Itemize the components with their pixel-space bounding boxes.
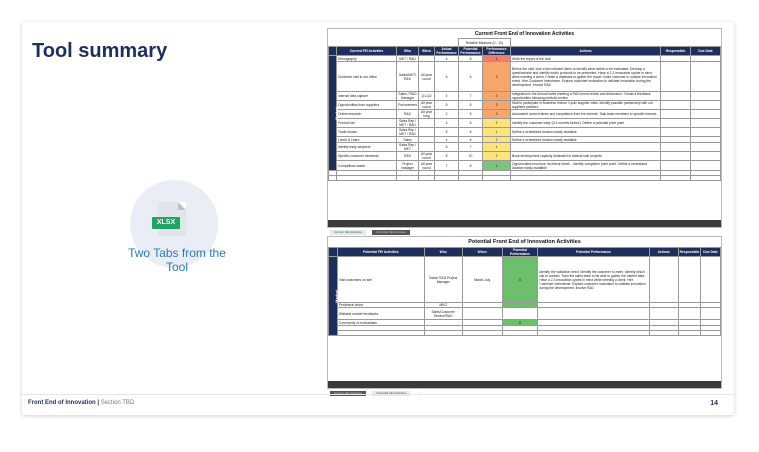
column-header[interactable]: Due Date <box>691 47 721 56</box>
when-cell[interactable] <box>419 119 435 128</box>
empty-cell[interactable] <box>483 176 511 181</box>
who-cell[interactable]: Project manager <box>397 161 419 171</box>
sheet-tab-bar <box>328 220 721 234</box>
potential-performance-detail-cell[interactable] <box>538 308 649 320</box>
actual-performance-cell[interactable]: 8 <box>435 152 459 161</box>
activity-cell[interactable]: Opportunities from suppliers <box>337 101 397 110</box>
activity-cell[interactable]: Identify early adopters <box>337 143 397 152</box>
xlsx-badge: XLSX <box>152 217 180 229</box>
due-date-cell[interactable] <box>691 110 721 119</box>
column-header[interactable]: Who <box>397 47 419 56</box>
empty-cell[interactable] <box>424 331 462 336</box>
empty-cell[interactable] <box>649 331 678 336</box>
empty-cell[interactable] <box>419 176 435 181</box>
performance-difference-cell[interactable]: 2 <box>483 152 511 161</box>
actual-performance-cell[interactable]: 4 <box>435 92 459 101</box>
when-cell[interactable] <box>419 128 435 137</box>
who-cell[interactable]: Sales/ R&D Project Manager <box>424 257 462 303</box>
activity-cell[interactable]: Lunch & Learn <box>337 137 397 143</box>
when-cell[interactable]: All year round <box>419 161 435 171</box>
who-cell[interactable]: R&D <box>397 152 419 161</box>
potential-performance-cell[interactable]: 8 <box>502 257 538 303</box>
actual-performance-cell[interactable]: 4 <box>435 137 459 143</box>
table-row <box>329 161 721 171</box>
sheet-title: Current Front End of Innovation Activities <box>474 31 575 37</box>
responsible-cell[interactable] <box>661 101 691 110</box>
actual-performance-cell[interactable]: 4 <box>435 119 459 128</box>
empty-row <box>329 331 721 336</box>
activity-cell[interactable]: Wikiable market feedbacks <box>337 308 424 320</box>
potential-performance-cell[interactable]: 8 <box>459 161 483 171</box>
column-header[interactable]: Due Date <box>700 248 720 257</box>
activity-cell[interactable]: Trade shows <box>337 128 397 137</box>
actions-cell[interactable] <box>649 257 678 303</box>
market-section-label <box>329 56 337 171</box>
column-header[interactable]: When <box>419 47 435 56</box>
empty-cell[interactable] <box>337 176 397 181</box>
potential-performance-cell[interactable] <box>502 308 538 320</box>
add-sheet-icon[interactable]: + <box>417 390 420 395</box>
empty-cell[interactable] <box>700 331 720 336</box>
who-cell[interactable]: Sales/Customer Service/R&D <box>424 308 462 320</box>
when-cell[interactable]: All year round <box>419 62 435 92</box>
actions-cell[interactable] <box>649 308 678 320</box>
performance-difference-cell[interactable]: 2 <box>483 119 511 128</box>
potential-activities-table <box>328 247 721 336</box>
due-date-cell[interactable] <box>691 119 721 128</box>
due-date-cell[interactable] <box>691 152 721 161</box>
responsible-cell[interactable] <box>661 128 691 137</box>
due-date-cell[interactable] <box>700 257 720 303</box>
responsible-cell[interactable] <box>661 152 691 161</box>
who-cell[interactable]: Sales Rep / MKT / R&D <box>397 119 419 128</box>
empty-cell[interactable] <box>462 331 502 336</box>
column-header[interactable]: Actual Performance <box>436 47 457 55</box>
when-cell[interactable]: All year round <box>419 152 435 161</box>
potential-performance-detail-cell[interactable]: Identify the validation need. Identify the customer to meet. Identify which clip to contact. Train the sales team to be able to gather the market data. Have a 2-3 innovation cycles in mind while meeting a client. Hire Customer Interviewer. Explore customer motivation to validate innovation during the development. Involve R&D <box>538 257 649 303</box>
performance-difference-cell[interactable]: 1 <box>483 128 511 137</box>
who-cell[interactable]: Sales Rep / MKT / R&D <box>397 128 419 137</box>
actions-cell[interactable]: Book development capacity dedicated to tactical sale projects <box>511 152 661 161</box>
column-header[interactable]: Actions <box>649 248 678 257</box>
tab-potential-fei[interactable]: Potential FEI Activities <box>372 391 410 396</box>
responsible-cell[interactable] <box>661 143 691 152</box>
market-label-text: Market <box>333 106 339 120</box>
column-header[interactable]: When <box>462 248 502 257</box>
actions-cell[interactable]: Identify the customer early (3-4 months before). Define a potential price point <box>511 119 661 128</box>
performance-difference-cell[interactable]: 3 <box>483 62 511 92</box>
empty-cell[interactable] <box>538 331 649 336</box>
potential-performance-cell[interactable]: 8 <box>459 101 483 110</box>
empty-cell[interactable] <box>661 176 691 181</box>
column-header[interactable]: Performance Difference <box>483 47 511 56</box>
when-cell[interactable] <box>462 308 502 320</box>
table-row <box>329 308 721 320</box>
tab-current-fei[interactable]: Current FEI Activities <box>330 230 366 235</box>
due-date-cell[interactable] <box>691 62 721 92</box>
table-row <box>329 119 721 128</box>
performance-difference-cell[interactable]: 1 <box>483 161 511 171</box>
when-cell[interactable]: March-July <box>462 257 502 303</box>
potential-performance-cell[interactable]: 8 <box>459 56 483 62</box>
who-cell[interactable]: R&D <box>397 110 419 119</box>
actual-performance-cell[interactable]: 4 <box>435 56 459 62</box>
who-cell[interactable]: Procurement <box>397 101 419 110</box>
sheet-tab-bar <box>328 381 721 395</box>
activity-cell[interactable]: Internal idea capture <box>337 92 397 101</box>
column-header[interactable]: Potential FEI Activities <box>337 248 424 257</box>
footer-section: Section TBD <box>100 400 135 406</box>
column-header[interactable]: Responsible <box>678 248 700 257</box>
activity-cell[interactable]: Competitors watch <box>337 161 397 171</box>
potential-performance-cell[interactable]: 6 <box>459 137 483 143</box>
table-row <box>329 128 721 137</box>
responsible-cell[interactable] <box>661 161 691 171</box>
sheet-title: Potential Front End of Innovation Activities <box>468 239 581 245</box>
page-number: 14 <box>710 400 718 407</box>
column-header[interactable]: Who <box>424 248 462 257</box>
responsible-cell[interactable] <box>661 62 691 92</box>
table-row <box>329 152 721 161</box>
potential-performance-cell[interactable]: 6 <box>459 128 483 137</box>
potential-performance-cell[interactable]: 8 <box>502 320 538 326</box>
empty-cell[interactable] <box>502 331 538 336</box>
empty-cell[interactable] <box>459 176 483 181</box>
who-cell[interactable]: Sales Rep / MKT <box>397 143 419 152</box>
potential-performance-cell[interactable]: 6 <box>459 62 483 92</box>
activity-cell[interactable]: Visit customers on site <box>337 257 424 303</box>
actions-cell[interactable]: Before the visit, look a few relevant items to identify what needs to be evaluated. Develop a questionnaire and identify which products to be presented. Have a 2-3 innovation cycles in mind while meeting a client. Create a database to gather the report. Invite customer to outside innovation event. Hire Customer Interviewer. Explore customer motivation to validate innovation during the development. Involve R&D <box>511 62 661 92</box>
performance-difference-cell[interactable]: 3 <box>483 92 511 101</box>
who-cell[interactable]: Sales/MKT/ R&D <box>397 62 419 92</box>
empty-cell[interactable] <box>511 176 661 181</box>
potential-performance-cell[interactable]: 10 <box>459 152 483 161</box>
slide <box>22 22 734 415</box>
column-header[interactable]: Potential Performance <box>460 47 481 55</box>
icon-caption: Two Tabs from the Tool <box>128 246 226 274</box>
actual-performance-cell[interactable]: 7 <box>435 161 459 171</box>
empty-cell[interactable] <box>678 331 700 336</box>
actual-performance-cell[interactable]: 6 <box>435 62 459 92</box>
actual-performance-cell[interactable]: 5 <box>435 101 459 110</box>
potential-performance-cell[interactable]: 7 <box>459 92 483 101</box>
column-header[interactable]: Responsible <box>661 47 691 56</box>
responsible-cell[interactable] <box>661 92 691 101</box>
actions-cell[interactable]: Define a centralized location easily available <box>511 137 661 143</box>
slide-title: Tool summary <box>32 40 168 62</box>
empty-cell[interactable] <box>397 176 419 181</box>
empty-cell[interactable] <box>691 176 721 181</box>
table-row <box>329 110 721 119</box>
activity-cell[interactable]: Online research <box>337 110 397 119</box>
footer-title: Front End of Innovation | <box>28 400 100 406</box>
table-row <box>329 92 721 101</box>
when-cell[interactable] <box>419 143 435 152</box>
actual-performance-cell[interactable]: 6 <box>435 143 459 152</box>
potential-performance-cell[interactable]: 6 <box>459 119 483 128</box>
table-row <box>329 143 721 152</box>
performance-difference-cell[interactable]: 3 <box>483 110 511 119</box>
who-cell[interactable]: MKT / R&D <box>397 56 419 62</box>
activity-cell[interactable]: Ethnography <box>337 56 397 62</box>
activity-cell[interactable]: Specific customer demands <box>337 152 397 161</box>
activity-cell[interactable]: Product fair <box>337 119 397 128</box>
when-cell[interactable]: Q1-Q2 <box>419 92 435 101</box>
responsible-cell[interactable] <box>678 257 700 303</box>
actions-cell[interactable]: Define a centralized location easily available <box>511 128 661 137</box>
empty-cell[interactable] <box>435 176 459 181</box>
footer-divider <box>22 394 734 395</box>
due-date-cell[interactable] <box>691 161 721 171</box>
activity-cell[interactable]: Peripheral vision <box>337 303 424 308</box>
actions-cell[interactable]: Integration in the Annual sales meeting a R&D forms review and discussion. Create a feedback opportunities following portfolio review <box>511 92 661 101</box>
column-header[interactable]: Current FEI Activities <box>337 47 397 56</box>
activity-cell[interactable]: Community of enthusiasts <box>337 320 424 326</box>
footer <box>28 400 134 406</box>
current-activities-table <box>328 38 721 181</box>
table-row <box>329 62 721 92</box>
actions-cell[interactable]: Wait to participate in Business review. Cyclic supplier visits. Identify possible partnership with our suppliers partners <box>511 101 661 110</box>
activity-cell[interactable]: Customer visit in our office <box>337 62 397 92</box>
actions-cell[interactable]: Opportunities brochure, technical sheet... Identify competitor price point. Define a centralized location easily available <box>511 161 661 171</box>
actual-performance-cell[interactable]: 2 <box>435 110 459 119</box>
tab-potential-fei[interactable]: Potential FEI Activities <box>372 230 410 235</box>
responsible-cell[interactable] <box>661 110 691 119</box>
potential-performance-cell[interactable]: 5 <box>459 110 483 119</box>
who-cell[interactable]: MKG <box>424 303 462 308</box>
table-row <box>329 257 721 303</box>
responsible-cell[interactable] <box>661 119 691 128</box>
potential-activities-sheet <box>327 236 722 395</box>
actual-performance-cell[interactable]: 5 <box>435 128 459 137</box>
column-header[interactable]: Potential Performance <box>502 248 538 257</box>
performance-difference-cell[interactable]: 2 <box>483 137 511 143</box>
column-header[interactable]: Actions <box>511 47 661 56</box>
market-section-label <box>329 257 338 336</box>
actions-cell[interactable] <box>511 143 661 152</box>
who-cell[interactable]: Sales / R&D Manager <box>397 92 419 101</box>
column-header[interactable]: Potential Performance <box>538 248 649 257</box>
empty-cell[interactable] <box>337 331 424 336</box>
when-cell[interactable]: All year round <box>419 101 435 110</box>
responsible-cell[interactable] <box>678 308 700 320</box>
group-header: Relative Measure (0 - 10) <box>459 39 511 47</box>
when-cell[interactable]: All year long <box>419 110 435 119</box>
due-date-cell[interactable] <box>691 143 721 152</box>
due-date-cell[interactable] <box>691 92 721 101</box>
actions-cell[interactable]: Automated content alerts and compilation from the internet. Task team members to specific themes <box>511 110 661 119</box>
empty-cell[interactable] <box>329 176 337 181</box>
performance-difference-cell[interactable]: 4 <box>483 56 511 62</box>
due-date-cell[interactable] <box>691 101 721 110</box>
current-activities-sheet <box>327 28 722 234</box>
empty-row <box>329 176 721 181</box>
potential-performance-cell[interactable]: 7 <box>459 143 483 152</box>
who-cell[interactable]: Sales <box>397 137 419 143</box>
tab-current-fei[interactable]: Current FEI Activities <box>330 391 366 396</box>
due-date-cell[interactable] <box>700 308 720 320</box>
due-date-cell[interactable] <box>691 128 721 137</box>
performance-difference-cell[interactable]: 1 <box>483 143 511 152</box>
performance-difference-cell[interactable]: 3 <box>483 101 511 110</box>
market-label-text: Market <box>333 289 339 303</box>
table-row <box>329 101 721 110</box>
actions-cell[interactable]: Write the report of the visit <box>511 56 661 62</box>
